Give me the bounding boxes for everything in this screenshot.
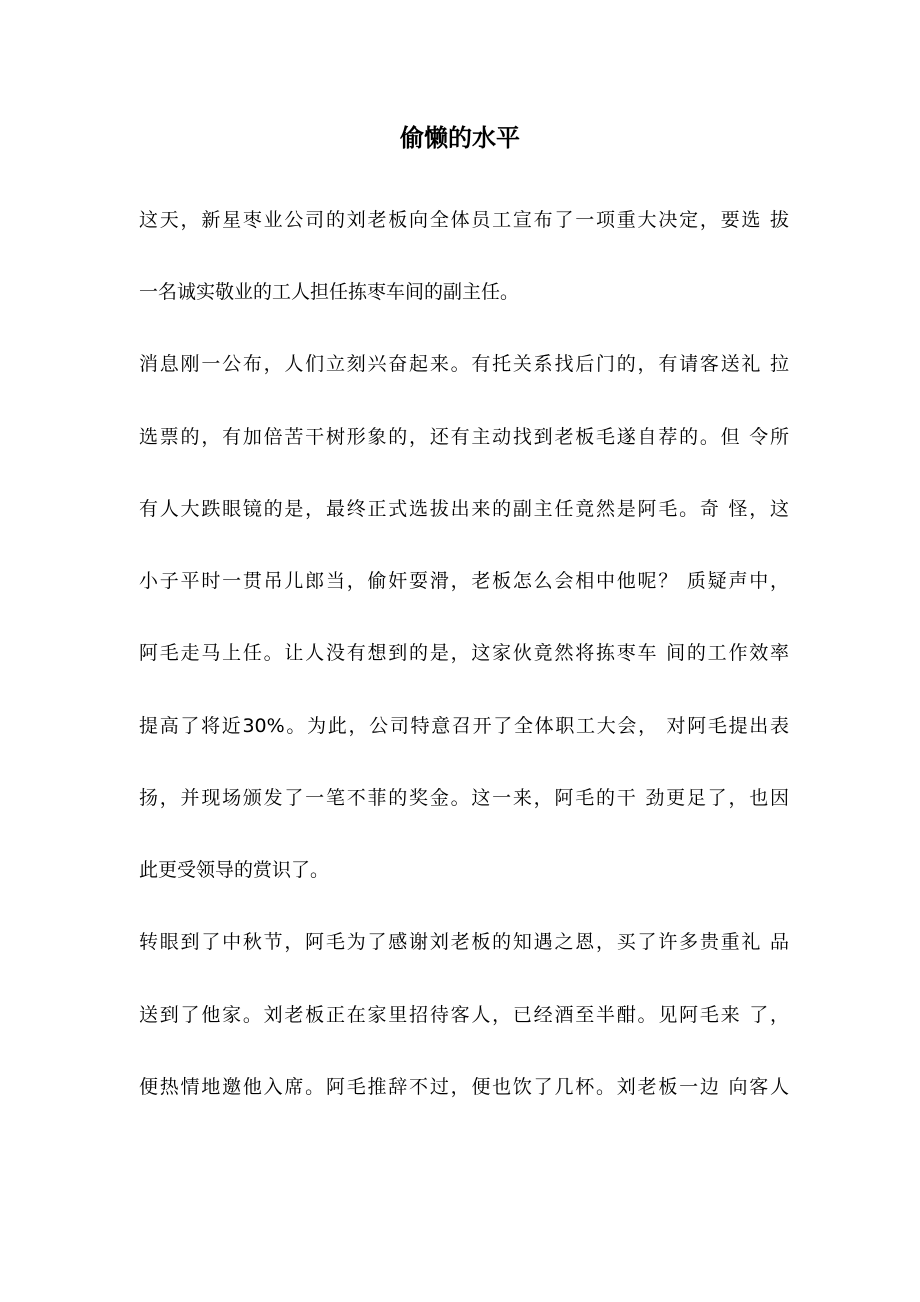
text-line: 此更受领导的赏识了。 [139, 859, 330, 881]
text-line: 消息刚一公布，人们立刻兴奋起来。有托关系找后门的，有请客送礼 拉 [139, 353, 789, 375]
text-line: 这天，新星枣业公司的刘老板向全体员工宣布了一项重大决定，要选 拔 [139, 209, 789, 231]
text-line: 提高了将近30%。为此，公司特意召开了全体职工大会， 对阿毛提出表 [139, 715, 789, 737]
text-line: 便热情地邀他入席。阿毛推辞不过，便也饮了几杯。刘老板一边 向客人 [139, 1076, 789, 1098]
text-line: 有人大跌眼镜的是，最终正式选拔出来的副主任竟然是阿毛。奇 怪，这 [139, 498, 789, 520]
document-title: 偷懒的水平 [400, 124, 520, 152]
text-line: 一名诚实敬业的工人担任拣枣车间的副主任。 [139, 281, 520, 303]
text-line: 选票的，有加倍苦干树形象的，还有主动找到老板毛遂自荐的。但 令所 [139, 426, 789, 448]
text-line: 扬，并现场颁发了一笔不菲的奖金。这一来，阿毛的干 劲更足了，也因 [139, 787, 789, 809]
text-line: 转眼到了中秋节，阿毛为了感谢刘老板的知遇之恩，买了许多贵重礼 品 [139, 931, 789, 953]
text-line: 小子平时一贯吊儿郎当，偷奸耍滑，老板怎么会相中他呢？ 质疑声中， [139, 570, 789, 592]
text-line: 送到了他家。刘老板正在家里招待客人，已经酒至半酣。见阿毛来 了， [139, 1004, 789, 1026]
text-line: 阿毛走马上任。让人没有想到的是，这家伙竟然将拣枣车 间的工作效率 [139, 642, 789, 664]
